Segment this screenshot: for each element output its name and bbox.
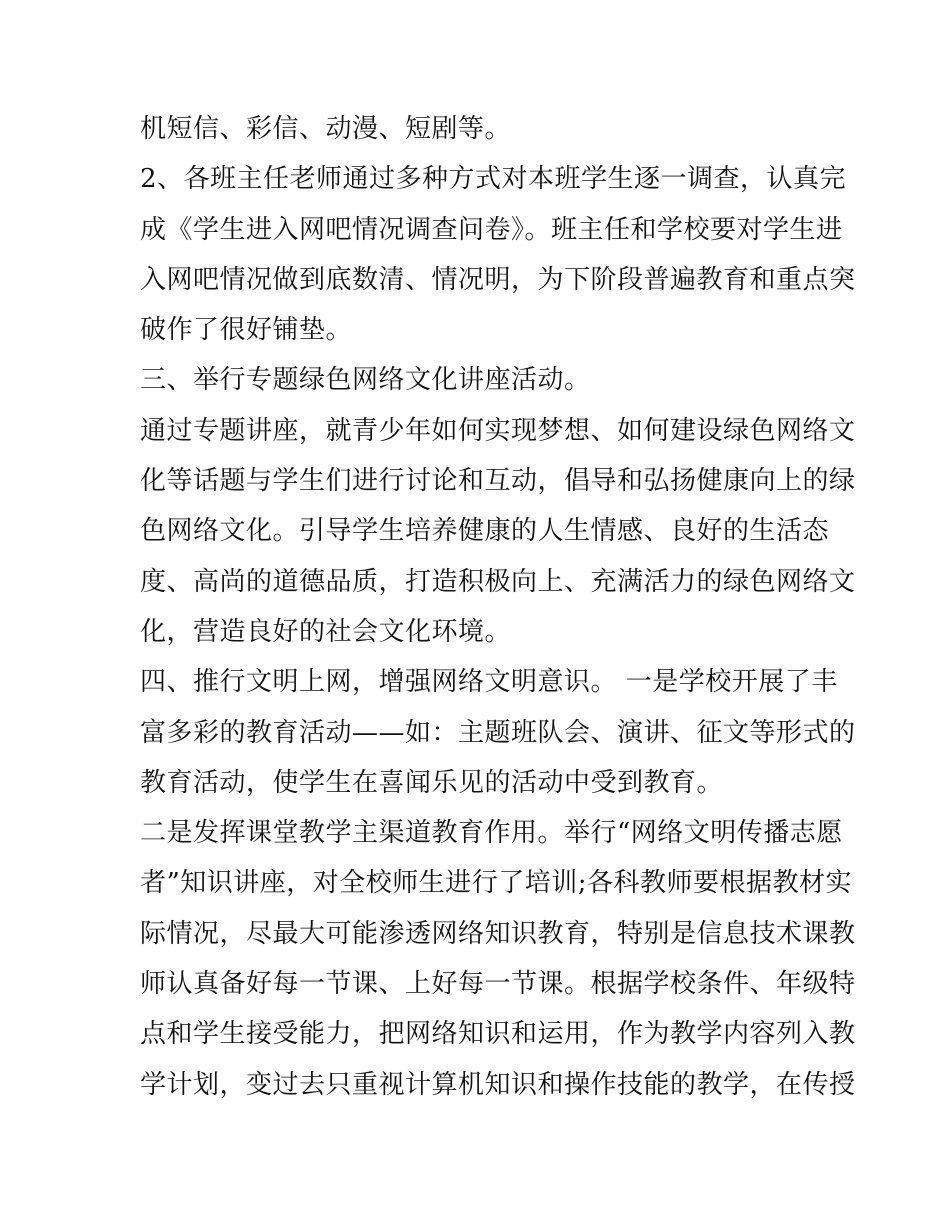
text-line: 成《学生进入网吧情况调查问卷》。班主任和学校要对学生进: [140, 214, 843, 245]
section-heading-4: 四、推行文明上网，增强网络文明意识。 一是学校开展了丰: [140, 667, 838, 698]
text-line: 富多彩的教育活动——如：主题班队会、演讲、征文等形式的: [140, 717, 856, 748]
text-line: 通过专题讲座，就青少年如何实现梦想、如何建设绿色网络文: [140, 415, 856, 446]
section-heading-3: 三、举行专题绿色网络文化讲座活动。: [140, 365, 591, 396]
text-line: 师认真备好每一节课、上好每一节课。根据学校条件、年级特: [140, 969, 856, 1000]
text-line: 者”知识讲座，对全校师生进行了培训;各科教师要根据教材实: [140, 868, 853, 899]
text-line: 化等话题与学生们进行讨论和互动，倡导和弘扬健康向上的绿: [140, 466, 856, 497]
text-line: 二是发挥课堂教学主渠道教育作用。举行“网络文明传播志愿: [140, 818, 843, 849]
document-body: [140, 108, 856, 1114]
text-line: 破作了很好铺垫。: [140, 315, 353, 346]
text-line: 2、各班主任老师通过多种方式对本班学生逐一调查，认真完: [140, 164, 847, 195]
text-line: 色网络文化。引导学生培养健康的人生情感、良好的生活态: [140, 516, 830, 547]
text-line: 学计划，变过去只重视计算机知识和操作技能的教学，在传授: [140, 1069, 856, 1100]
text-line: 机短信、彩信、动漫、短剧等。: [140, 114, 512, 144]
text-line: 教育活动，使学生在喜闻乐见的活动中受到教育。: [140, 767, 724, 798]
text-line: 入网吧情况做到底数清、情况明，为下阶段普遍教育和重点突: [140, 264, 856, 295]
text-line: 化，营造良好的社会文化环境。: [140, 616, 512, 647]
text-line: 际情况，尽最大可能渗透网络知识教育，特别是信息技术课教: [140, 918, 856, 949]
text-line: 度、高尚的道德品质，打造积极向上、充满活力的绿色网络文: [140, 566, 856, 597]
text-line: 点和学生接受能力，把网络知识和运用，作为教学内容列入教: [140, 1019, 856, 1050]
